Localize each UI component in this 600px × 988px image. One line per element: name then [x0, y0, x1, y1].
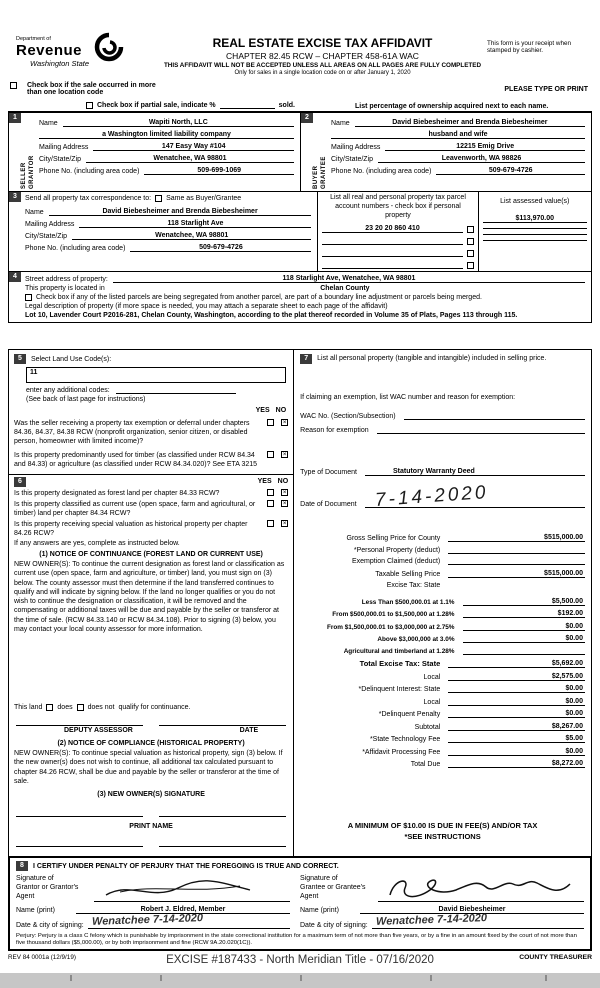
- section-1-badge: 1: [9, 113, 21, 123]
- corr-address-value: 118 Starlight Ave: [79, 220, 311, 228]
- buyer-address-value: 12215 Emig Drive: [385, 143, 585, 151]
- total-excise-state-value: $5,692.00: [448, 660, 585, 668]
- grantee-name-print-value: David Biebesheimer: [360, 906, 584, 914]
- no-column-header: NO: [275, 407, 287, 415]
- seller-section: [9, 113, 300, 191]
- section-8-badge: 8: [16, 861, 28, 871]
- personal-prop-deduct-label: *Personal Property (deduct): [353, 546, 441, 554]
- multi-location-label: Check box if the sale occurred in more than one location code: [27, 82, 156, 96]
- deputy-assessor-label: DEPUTY ASSESSOR: [64, 727, 133, 735]
- scan-artifact-bar: [0, 973, 600, 988]
- yes-column-header: YES: [255, 407, 270, 415]
- buyer-name2-value: husband and wife: [331, 131, 585, 139]
- agricultural-label: Agricultural and timberland at 1.28%: [343, 647, 455, 655]
- seller-name2-value: a Washington limited liability company: [39, 131, 294, 139]
- new-owner-signature-line-1[interactable]: [16, 816, 143, 817]
- grantor-sig-of-label: Signature of: [16, 875, 54, 883]
- same-as-buyer-label: Same as Buyer/Grantee: [166, 195, 242, 202]
- warning-text: THIS AFFIDAVIT WILL NOT BE ACCEPTED UNLESS ALL AREAS ON ALL PAGES ARE FULLY COMPLETED: [163, 62, 482, 69]
- assessor-date-label: DATE: [239, 727, 259, 735]
- taxable-price-value: $515,000.00: [448, 570, 585, 578]
- taxable-price-label: Taxable Selling Price: [375, 570, 441, 578]
- sold-label: sold.: [278, 102, 295, 109]
- seller-address-value: 147 Easy Way #104: [93, 143, 294, 151]
- processing-fee-label: *Affidavit Processing Fee: [362, 748, 441, 756]
- grantee-signature-line: [378, 882, 584, 902]
- subtotal-label: Subtotal: [414, 723, 441, 731]
- multi-location-checkbox[interactable]: [10, 82, 17, 89]
- tier1-label: Less Than $500,000.01 at 1.1%: [361, 598, 455, 606]
- date-of-document-handwritten: 7-14-2020: [374, 482, 490, 512]
- corr-address-label: Mailing Address: [25, 221, 75, 228]
- exemption-reason-label: Reason for exemption: [300, 427, 369, 435]
- tier2-label: From $500,000.01 to $1,500,000 at 1.28%: [332, 611, 455, 619]
- corr-phone-label: Phone No. (including area code): [25, 245, 126, 252]
- grantee-date-city-handwritten: Wenatchee 7-14-2020: [375, 911, 487, 928]
- delinquent-interest-state-label: *Delinquent Interest: State: [358, 686, 441, 694]
- assessed-value-3[interactable]: [483, 234, 587, 235]
- buyer-csz-value: Leavenworth, WA 98826: [378, 155, 585, 163]
- buyer-name-label: Name: [331, 120, 350, 127]
- assessed-value-1: $113,970.00: [483, 215, 587, 223]
- tier4-value: $0.00: [463, 635, 585, 643]
- new-owner-signature-line-2[interactable]: [159, 816, 286, 817]
- subtotal-value: $8,267.00: [448, 723, 585, 731]
- notice2-body: NEW OWNER(S): To continue special valuation as historical property, sign (3) below. If the new owner(s) does not wish to continue, all additional tax calculated pursuant to chapter 84.26 RCW, shall be due and payable by the seller or transferor at the time of sale.: [14, 750, 283, 785]
- does-qualify-checkbox[interactable]: [46, 704, 53, 711]
- assessed-value-4[interactable]: [483, 240, 587, 241]
- timber-no-checkbox[interactable]: ×: [282, 450, 287, 458]
- partial-sale-percent-line[interactable]: [220, 108, 275, 109]
- dor-swirl-icon: [94, 32, 124, 64]
- agricultural-value: [463, 654, 585, 655]
- delinquent-interest-state-value: $0.00: [448, 685, 585, 693]
- land-use-column: [8, 349, 294, 857]
- delinquent-interest-local-value: $0.00: [448, 698, 585, 706]
- historical-yes-checkbox[interactable]: [267, 520, 274, 527]
- land-use-code-input[interactable]: 11: [26, 367, 286, 383]
- processing-fee-value: $0.00: [448, 748, 585, 756]
- tier1-value: $5,500.00: [463, 598, 585, 606]
- parcel-1-personal-checkbox[interactable]: [467, 226, 474, 233]
- tier2-value: $192.00: [463, 610, 585, 618]
- form-title: REAL ESTATE EXCISE TAX AFFIDAVIT: [212, 36, 433, 50]
- notice2-title: (2) NOTICE OF COMPLIANCE (HISTORICAL PROPERTY): [57, 740, 245, 748]
- only-note: Only for sales in a single location code on or after January 1, 2020: [234, 70, 411, 76]
- print-name-line-1[interactable]: [16, 846, 143, 847]
- partial-sale-label: Check box if partial sale, indicate %: [97, 102, 216, 109]
- section-2-badge: 2: [301, 113, 313, 123]
- tech-fee-label: *State Technology Fee: [369, 736, 441, 744]
- buyer-section: [300, 113, 591, 191]
- grantee-agent-label: Grantee or Grantee's Agent: [300, 884, 366, 901]
- personal-property-column: [294, 349, 592, 857]
- street-address-value: 118 Starlight Ave, Wenatchee, WA 98801: [113, 275, 585, 283]
- grantor-signature-line: [94, 882, 290, 902]
- wac-number-input-line[interactable]: [404, 419, 585, 420]
- buyer-phone-value: 509-679-4726: [436, 167, 585, 175]
- logo-dept-text: Department of: [16, 36, 51, 42]
- exemption-reason-input-line[interactable]: [377, 433, 585, 434]
- delinquent-interest-local-label: Local: [423, 698, 441, 706]
- legal-description-label: Legal description of property (if more space is needed, you may attach a separate sheet to each page of the affidavit): [25, 303, 388, 311]
- correspondence-section: [9, 191, 591, 271]
- corr-name-value: David Biebesheimer and Brenda Biebesheimer: [49, 208, 312, 216]
- qualify-post-label: qualify for continuance.: [118, 704, 191, 712]
- section-5-badge: 5: [14, 354, 26, 364]
- exemption-question-text: Was the seller receiving a property tax exemption or deferral under chapters 84.36, 84.37, 84.38 RCW (nonprofit organization, senior citizen, or disabled person, homeowner with limited income)?: [14, 420, 250, 446]
- tech-fee-value: $5.00: [448, 735, 585, 743]
- seller-csz-value: Wenatchee, WA 98801: [86, 155, 294, 163]
- seller-name-value: Wapiti North, LLC: [63, 119, 294, 127]
- forest-land-question: Is this property designated as forest land per chapter 84.33 RCW?: [14, 489, 220, 497]
- rev-number: REV 84 0001a (12/9/19): [8, 954, 76, 962]
- exemption-deduct-label: Exemption Claimed (deduct): [351, 558, 441, 566]
- section-3-badge: 3: [9, 192, 21, 202]
- section-6-badge: 6: [14, 477, 26, 487]
- seller-csz-label: City/State/Zip: [39, 156, 82, 163]
- personal-prop-deduct-value[interactable]: [448, 553, 585, 554]
- type-of-document-label: Type of Document: [300, 469, 357, 477]
- chapter-subtitle: CHAPTER 82.45 RCW – CHAPTER 458-61A WAC: [226, 51, 419, 61]
- gross-price-value: $515,000.00: [448, 534, 585, 542]
- local-tax-value: $2,575.00: [448, 673, 585, 681]
- receipt-note: This form is your receipt when stamped by cashier.: [487, 40, 571, 54]
- same-as-buyer-checkbox[interactable]: [155, 195, 162, 202]
- see-instructions-note: *SEE INSTRUCTIONS: [404, 832, 481, 841]
- current-use-question: Is this property classified as current use (open space, farm and agricultural, or timber) land per chapter 84.34 RCW?: [14, 500, 256, 517]
- print-name-line-2[interactable]: [159, 846, 286, 847]
- parcel-2-personal-checkbox[interactable]: [467, 238, 474, 245]
- current-use-yes-checkbox[interactable]: [267, 500, 274, 507]
- please-type-label: PLEASE TYPE OR PRINT: [504, 86, 588, 93]
- county-value: Chelan County: [320, 285, 370, 293]
- seller-side-label: SELLER: [21, 162, 27, 189]
- qualify-pre-label: This land: [14, 704, 43, 712]
- timber-question-text: Is this property predominantly used for timber (as classified under RCW 84.34 and 84.33) or agriculture (as classified under RCW 84.34.020)? See ETA 3215: [14, 451, 258, 468]
- street-address-label: Street address of property:: [25, 276, 108, 284]
- print-name-title: PRINT NAME: [129, 823, 173, 830]
- wac-number-label: WAC No. (Section/Subsection): [300, 413, 396, 421]
- grantee-date-city-line: [372, 911, 584, 929]
- logo-revenue-text: Revenue: [16, 42, 83, 59]
- tier3-label: From $1,500,000.01 to $3,000,000 at 2.75%: [326, 623, 455, 631]
- cont-no-header: NO: [277, 478, 289, 486]
- grantor-name-print-value: Robert J. Eldred, Member: [76, 906, 290, 914]
- excise-tax-table: [300, 534, 585, 773]
- tier3-value: $0.00: [463, 623, 585, 631]
- partial-sale-checkbox[interactable]: [86, 102, 93, 109]
- property-section: [9, 271, 591, 322]
- exemption-yes-checkbox[interactable]: [267, 419, 274, 426]
- parcel-number-3[interactable]: [322, 256, 462, 257]
- located-in-label: This property is located in: [25, 285, 105, 293]
- additional-codes-label: enter any additional codes:: [26, 387, 110, 395]
- delinquent-penalty-label: *Delinquent Penalty: [378, 711, 441, 719]
- legal-description-value: Lot 10, Lavender Court P2016-281, Chelan County, Washington, according to the plat thereof recorded in Volume 35 of Plats, Pages 113 through 115.: [25, 312, 518, 320]
- grantor-side-label: GRANTOR: [28, 155, 35, 189]
- corr-phone-value: 509-679-4726: [130, 244, 311, 252]
- local-tax-label: Local: [423, 673, 441, 681]
- see-back-note: (See back of last page for instructions): [26, 396, 146, 404]
- grantee-signature-ink: [384, 875, 574, 903]
- grantor-date-city-label: Date & city of signing:: [16, 921, 84, 929]
- corr-csz-label: City/State/Zip: [25, 233, 68, 240]
- grantor-date-city-line: [88, 911, 290, 929]
- parcel-number-1: 23 20 20 860 410: [322, 225, 462, 233]
- if-yes-note: If any answers are yes, complete as instructed below.: [14, 540, 180, 548]
- current-use-no-checkbox[interactable]: ×: [282, 499, 287, 507]
- exemption-deduct-value[interactable]: [448, 564, 585, 565]
- main-form-box: [8, 111, 592, 323]
- historical-no-checkbox[interactable]: ×: [282, 520, 287, 527]
- seller-phone-label: Phone No. (including area code): [39, 168, 140, 175]
- grantor-agent-label: Grantor or Grantor's Agent: [16, 884, 79, 901]
- grantor-name-print-label: Name (print): [16, 906, 55, 914]
- minimum-due-note: A MINIMUM OF $10.00 IS DUE IN FEE(S) AND/OR TAX: [347, 820, 538, 830]
- tier4-label: Above $3,000,000 at 3.0%: [377, 636, 455, 644]
- seller-name-label: Name: [39, 120, 58, 127]
- buyer-address-label: Mailing Address: [331, 144, 381, 151]
- additional-codes-input-line[interactable]: [116, 393, 236, 394]
- parcel-numbers-header: List all real and personal property tax parcel account numbers - check box if personal property: [330, 194, 466, 219]
- assessed-value-2[interactable]: [483, 228, 587, 229]
- notice1-body: NEW OWNER(S): To continue the current designation as forest land or classification as current use (open space, farm and agriculture, or timber) land, you must sign on (3) below. The county assessor must then determine if the land transferred continues to qualify and will indicate by signing below. If the land no longer qualifies or you do not wish to continue the designation or classification, it will be removed and the compensating or additional taxes will be due and payable by the seller or transferor at the time of sale. (RCW 84.33.140 or RCW 84.34.108). Prior to signing (3) below, you may contact your local county assessor for more information.: [14, 561, 285, 633]
- buyer-phone-label: Phone No. (including area code): [331, 168, 432, 175]
- grantee-side-label: GRANTEE: [320, 156, 327, 189]
- segregated-checkbox[interactable]: [25, 294, 32, 301]
- logo-state-text: Washington State: [30, 59, 90, 68]
- corr-csz-value: Wenatchee, WA 98801: [72, 232, 311, 240]
- parcel-3-personal-checkbox[interactable]: [467, 250, 474, 257]
- buyer-csz-label: City/State/Zip: [331, 156, 374, 163]
- notice1-title: (1) NOTICE OF CONTINUANCE (FOREST LAND OR CURRENT USE): [39, 551, 263, 559]
- ownership-pct-note: List percentage of ownership acquired next to each name.: [355, 103, 549, 110]
- corr-name-label: Name: [25, 209, 44, 216]
- does-not-qualify-checkbox[interactable]: [77, 704, 84, 711]
- buyer-name-value: David Biebesheimer and Brenda Biebesheimer: [355, 119, 585, 127]
- does-not-label: does not: [87, 704, 115, 712]
- grantee-sig-of-label: Signature of: [300, 875, 338, 883]
- certification-section: [8, 856, 592, 951]
- assessed-values-header: List assessed value(s): [500, 198, 570, 205]
- seller-phone-value: 509-699-1069: [144, 167, 294, 175]
- does-label: does: [57, 704, 73, 712]
- parcel-4-personal-checkbox[interactable]: [467, 262, 474, 269]
- grantee-name-print-label: Name (print): [300, 906, 339, 914]
- grantor-date-city-handwritten: Wenatchee 7-14-2020: [91, 911, 203, 928]
- historical-question: Is this property receiving special valuation as historical property per chapter 84.26 RCW?: [14, 521, 248, 538]
- type-of-document-value: Statutory Warranty Deed: [365, 468, 585, 476]
- total-due-value: $8,272.00: [448, 760, 585, 768]
- personal-property-intro: List all personal property (tangible and intangible) included in selling price.: [317, 355, 547, 363]
- section-4-badge: 4: [9, 272, 21, 282]
- delinquent-penalty-value: $0.00: [448, 710, 585, 718]
- forest-yes-checkbox[interactable]: [267, 489, 274, 496]
- excise-stamp: EXCISE #187433 - North Meridian Title - 07/16/2020: [166, 954, 434, 967]
- section-7-badge: 7: [300, 354, 312, 364]
- form-footer: [8, 954, 592, 966]
- land-use-select-label: Select Land Use Code(s):: [31, 355, 112, 363]
- gross-price-label: Gross Selling Price for County: [346, 535, 441, 543]
- parcel-number-2[interactable]: [322, 244, 462, 245]
- form-header: [8, 36, 592, 76]
- total-due-label: Total Due: [410, 761, 441, 769]
- segregated-label: Check box if any of the listed parcels are being segregated from another parcel, are part of a boundary line adjustment or parcels being merged.: [36, 294, 482, 302]
- forest-no-checkbox[interactable]: ×: [282, 488, 287, 496]
- cont-yes-header: YES: [257, 478, 272, 486]
- excise-state-header: Excise Tax: State: [386, 582, 441, 590]
- send-correspondence-label: Send all property tax correspondence to:: [25, 195, 152, 202]
- exemption-note: If claiming an exemption, list WAC number and reason for exemption:: [300, 394, 516, 402]
- exemption-no-checkbox[interactable]: ×: [282, 419, 287, 427]
- date-of-document-label: Date of Document: [300, 501, 357, 509]
- dor-logo: [8, 36, 158, 76]
- grantee-date-city-label: Date & city of signing:: [300, 921, 368, 929]
- grantor-signature-ink: [100, 879, 260, 903]
- perjury-statement: Perjury: Perjury is a class C felony which is punishable by imprisonment in the state correctional institution for a maximum term of not more than five years, or by a fine in an amount fixed by the court of not more than five thousand dollars ($5,000.00), or by both imprisonment and fine (RCW 9A.20.020(1C)).: [16, 932, 577, 946]
- timber-yes-checkbox[interactable]: [267, 451, 274, 458]
- section-6-divider: [9, 474, 293, 475]
- parcel-number-4[interactable]: [322, 268, 462, 269]
- buyer-side-label: BUYER: [313, 165, 319, 189]
- new-owner-signature-title: (3) NEW OWNER(S) SIGNATURE: [97, 791, 205, 798]
- county-treasurer-label: COUNTY TREASURER: [519, 954, 592, 962]
- seller-address-label: Mailing Address: [39, 144, 89, 151]
- total-excise-state-label: Total Excise Tax: State: [359, 659, 441, 669]
- certify-statement: I CERTIFY UNDER PENALTY OF PERJURY THAT THE FOREGOING IS TRUE AND CORRECT.: [33, 862, 339, 870]
